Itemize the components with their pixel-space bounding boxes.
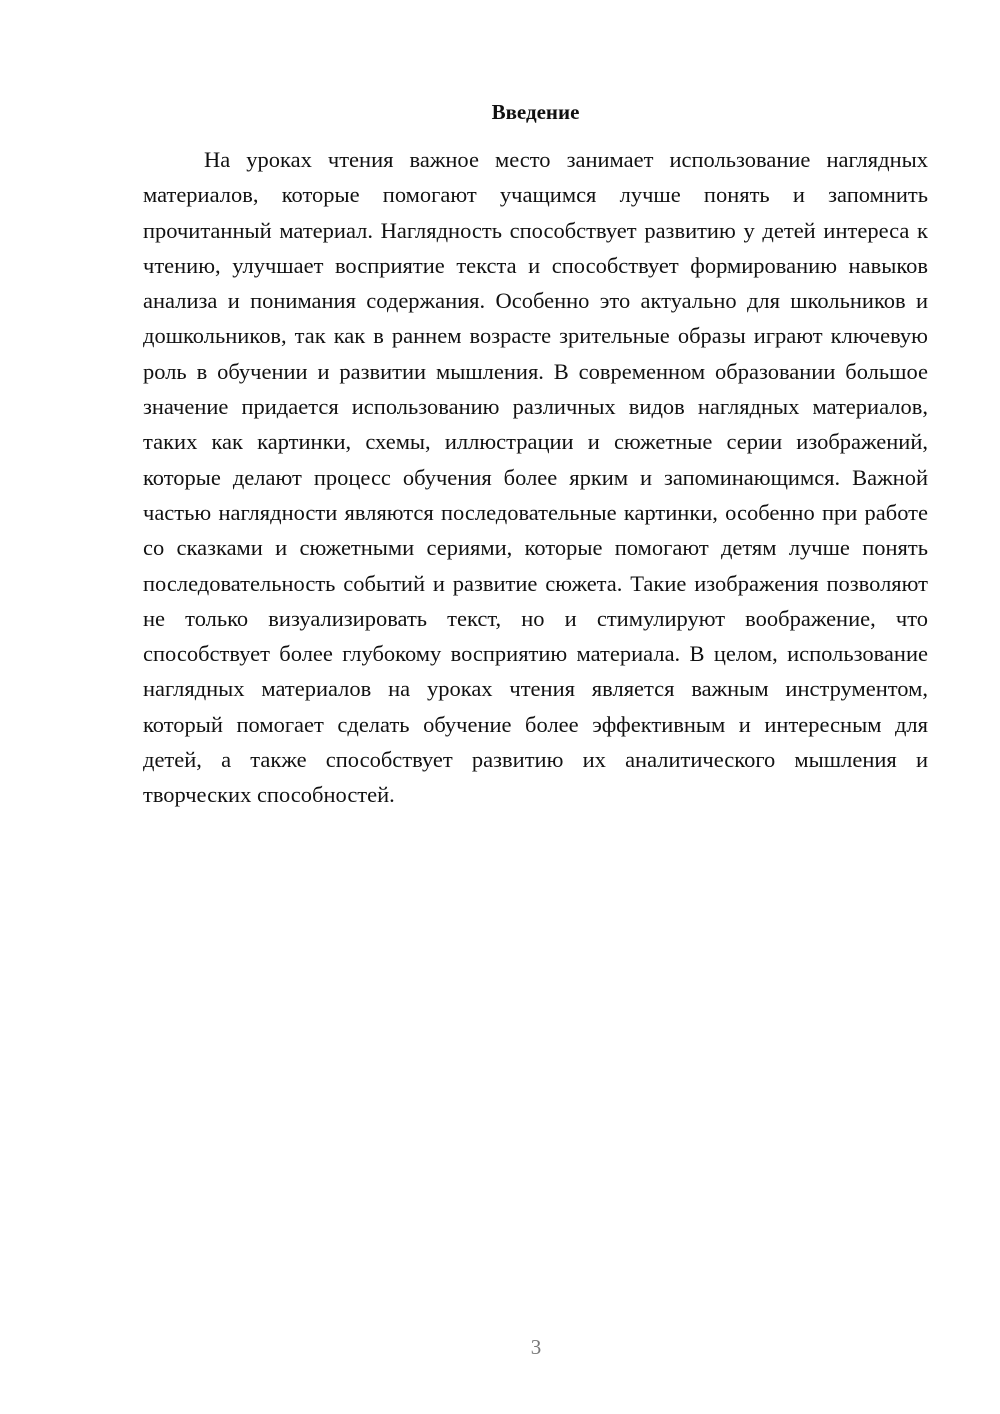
section-title: Введение xyxy=(491,100,580,124)
page-number: 3 xyxy=(530,1335,542,1359)
body-paragraph: На уроках чтения важное место занимает использование наглядных материалов, которые помогают учащимся лучше понять и запомнить прочитанный материал. Наглядность способствует развитию у детей интереса к чтению, улучшает восприятие текста и способствует формированию навыков анализа и понимания содержания. Особенно это актуально для школьников и дошкольников, так как в раннем возрасте зрительные образы играют ключевую роль в обучении и развитии мышления. В современном образовании большое значение придается использованию различных видов наглядных материалов, таких как картинки, схемы, иллюстрации и сюжетные серии изображений, которые делают процесс обучения более ярким и запоминающимся. Важной частью наглядности являются последовательные картинки, особенно при работе со сказками и сюжетными сериями, которые помогают детям лучше понять последовательность событий и развитие сюжета. Такие изображения позволяют не только визуализировать текст, но и стимулируют воображение, что способствует более глубокому восприятию материала. В целом, использование наглядных материалов на уроках чтения является важным инструментом, который помогает сделать обучение более эффективным и интересным для детей, а также способствует развитию их аналитического мышления и творческих способностей. xyxy=(143,147,928,808)
